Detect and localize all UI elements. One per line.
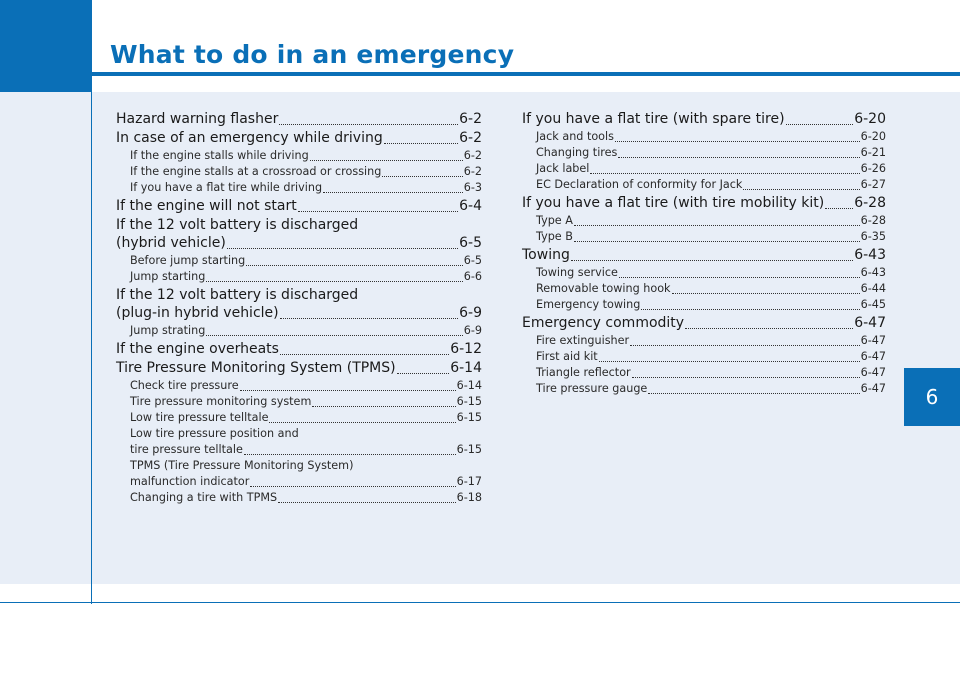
toc-entry-towing[interactable]: Towing 6-43 xyxy=(522,247,886,263)
chapter-number: 6 xyxy=(925,385,939,409)
toc-subentry[interactable]: Tire pressure gauge 6-47 xyxy=(536,382,886,395)
toc-entry-battery-plugin[interactable]: (plug-in hybrid vehicle) 6-9 xyxy=(116,305,482,321)
toc-subentry[interactable]: Before jump starting 6-5 xyxy=(130,254,482,267)
toc-subentry-line1: Low tire pressure position and xyxy=(130,427,299,440)
chapter-tab[interactable] xyxy=(904,368,960,426)
toc-subentry[interactable]: First aid kit 6-47 xyxy=(536,350,886,363)
toc-subentry[interactable]: Changing tires 6-21 xyxy=(536,146,886,159)
toc-subentry[interactable]: Low tire pressure telltale 6-15 xyxy=(130,411,482,424)
toc-subentry[interactable]: Type B 6-35 xyxy=(536,230,886,243)
toc-subentry[interactable]: If the engine stalls while driving 6-2 xyxy=(130,149,482,162)
toc-subentry[interactable]: Fire extinguisher 6-47 xyxy=(536,334,886,347)
toc-entry-commodity[interactable]: Emergency commodity 6-47 xyxy=(522,315,886,331)
toc-subentry[interactable]: Jack and tools 6-20 xyxy=(536,130,886,143)
toc-subentry[interactable]: Emergency towing 6-45 xyxy=(536,298,886,311)
toc-entry-flat-spare[interactable]: If you have a flat tire (with spare tire) 6-20 xyxy=(522,111,886,127)
toc-subentry[interactable]: Changing a tire with TPMS 6-18 xyxy=(130,491,482,504)
toc-subentry[interactable]: Type A 6-28 xyxy=(536,214,886,227)
toc-entry-will-not-start[interactable]: If the engine will not start 6-4 xyxy=(116,198,482,214)
toc-right-column xyxy=(522,110,886,397)
page-title: What to do in an emergency xyxy=(110,40,515,69)
toc-subentry[interactable]: Check tire pressure 6-14 xyxy=(130,379,482,392)
toc-entry-overheats[interactable]: If the engine overheats 6-12 xyxy=(116,341,482,357)
toc-subentry[interactable]: malfunction indicator 6-17 xyxy=(130,475,482,488)
toc-subentry[interactable]: Tire pressure monitoring system 6-15 xyxy=(130,395,482,408)
toc-entry-battery-hybrid[interactable]: (hybrid vehicle) 6-5 xyxy=(116,235,482,251)
toc-subentry[interactable]: Towing service 6-43 xyxy=(536,266,886,279)
toc-subentry[interactable]: Jump strating 6-9 xyxy=(130,324,482,337)
toc-entry-flat-mobility[interactable]: If you have a flat tire (with tire mobility kit) 6-28 xyxy=(522,195,886,211)
toc-subentry[interactable]: EC Declaration of conformity for Jack 6-27 xyxy=(536,178,886,191)
corner-block xyxy=(0,0,92,92)
toc-subentry[interactable]: tire pressure telltale 6-15 xyxy=(130,443,482,456)
toc-subentry[interactable]: Jump starting 6-6 xyxy=(130,270,482,283)
header-rule xyxy=(92,72,960,76)
toc-left-column xyxy=(116,110,482,506)
toc-entry-battery-plugin-line1: If the 12 volt battery is discharged xyxy=(116,287,359,303)
toc-subentry[interactable]: If you have a flat tire while driving 6-3 xyxy=(130,181,482,194)
margin-rule xyxy=(91,0,92,604)
toc-subentry-line1: TPMS (Tire Pressure Monitoring System) xyxy=(130,459,354,472)
toc-entry-in-case[interactable]: In case of an emergency while driving 6-2 xyxy=(116,130,482,146)
toc-subentry[interactable]: Triangle reflector 6-47 xyxy=(536,366,886,379)
toc-entry-battery-hybrid-line1: If the 12 volt battery is discharged xyxy=(116,217,359,233)
toc-entry-tpms[interactable]: Tire Pressure Monitoring System (TPMS) 6-14 xyxy=(116,360,482,376)
toc-subentry[interactable]: Jack label 6-26 xyxy=(536,162,886,175)
toc-subentry[interactable]: Removable towing hook 6-44 xyxy=(536,282,886,295)
toc-subentry[interactable]: If the engine stalls at a crossroad or crossing 6-2 xyxy=(130,165,482,178)
toc-entry-hazard[interactable]: Hazard warning flasher 6-2 xyxy=(116,111,482,127)
footer-rule xyxy=(0,602,960,603)
